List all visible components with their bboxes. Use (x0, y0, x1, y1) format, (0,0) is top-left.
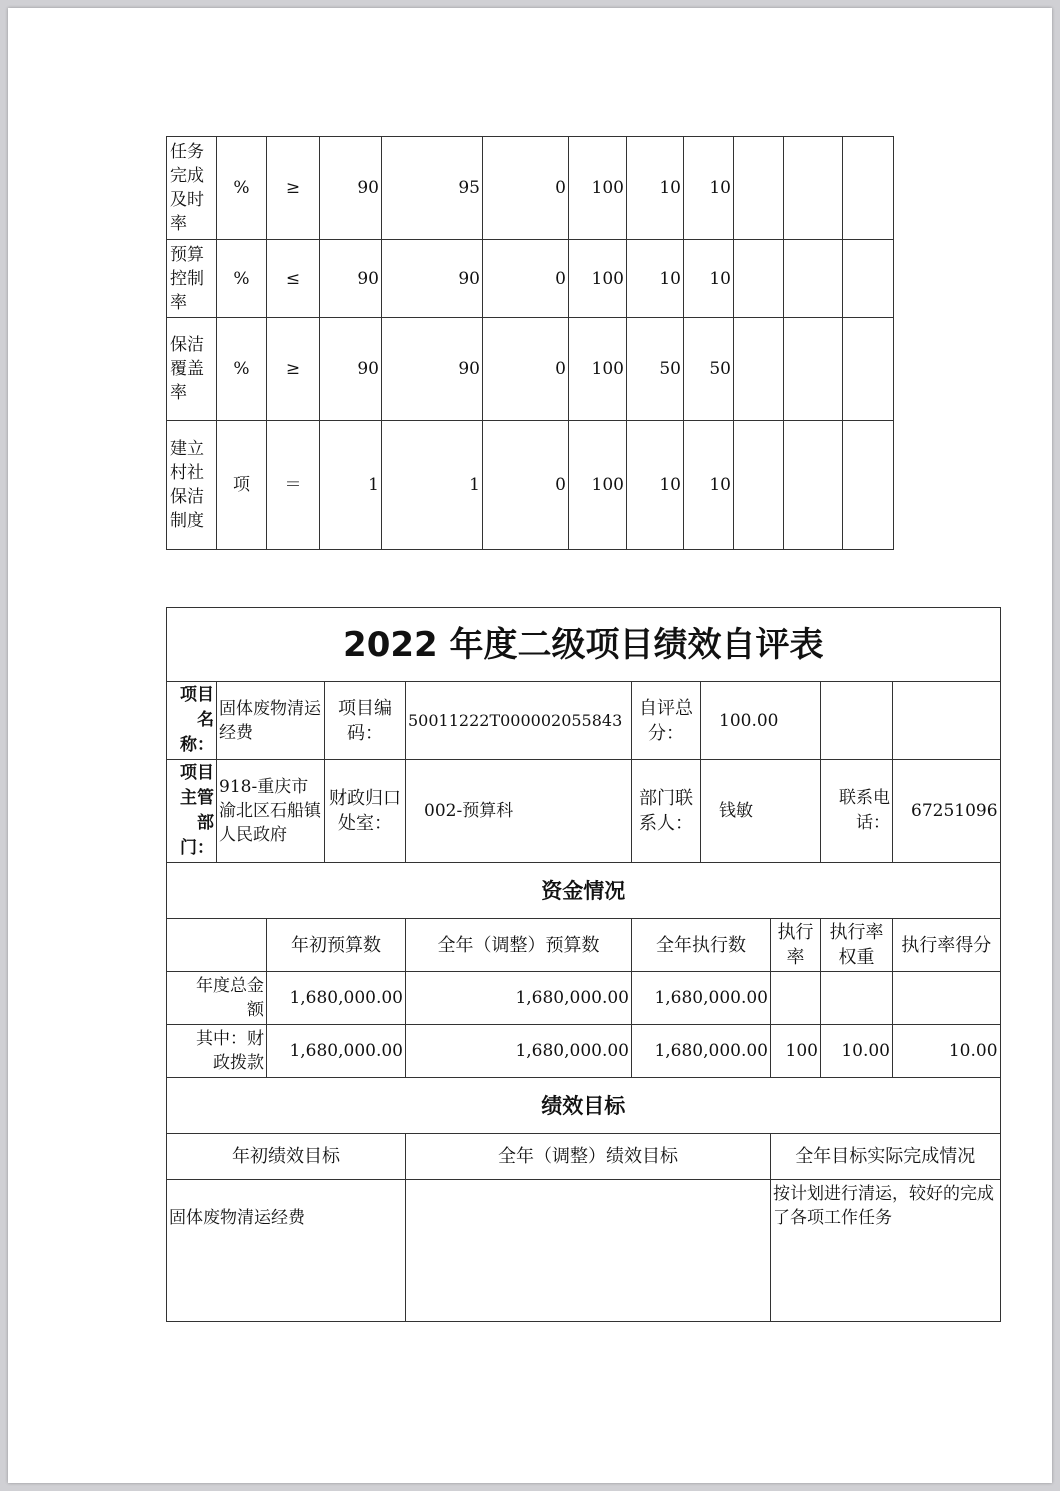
indicator-actual: 95 (382, 137, 483, 240)
funds-score (893, 972, 1001, 1025)
indicator-row (167, 421, 894, 550)
department-value: 918-重庆市渝北区石船镇人民政府 (217, 760, 325, 863)
indicator-actual: 90 (382, 240, 483, 318)
indicator-name: 预算控制率 (167, 240, 217, 318)
goals-header-initial: 年初绩效目标 (167, 1134, 406, 1180)
empty-cell (167, 919, 267, 972)
empty-cell (734, 318, 784, 421)
indicator-value-3: 0 (483, 137, 569, 240)
funds-row (167, 1025, 1001, 1078)
indicator-name: 任务完成及时率 (167, 137, 217, 240)
self-score-label: 自评总分： (632, 682, 701, 760)
funds-header-initial: 年初预算数 (267, 919, 406, 972)
empty-cell (784, 240, 843, 318)
goals-header-adjusted: 全年（调整）绩效目标 (406, 1134, 771, 1180)
indicator-row (167, 240, 894, 318)
empty-cell (843, 137, 894, 240)
empty-cell (734, 421, 784, 550)
indicator-name: 保洁覆盖率 (167, 318, 217, 421)
funds-header-executed: 全年执行数 (632, 919, 771, 972)
funds-header-weight: 执行率权重 (821, 919, 893, 972)
indicator-value-3: 0 (483, 421, 569, 550)
contact-value: 钱敏 (701, 760, 821, 863)
empty-cell (821, 682, 893, 760)
finance-office-value: 002-预算科 (406, 760, 632, 863)
funds-weight (821, 972, 893, 1025)
indicator-weight: 50 (627, 318, 684, 421)
funds-row-label: 年度总金额 (167, 972, 267, 1025)
goals-section-title: 绩效目标 (167, 1078, 1001, 1134)
indicator-value-4: 100 (569, 240, 627, 318)
indicator-actual: 90 (382, 318, 483, 421)
indicator-unit: % (217, 318, 267, 421)
indicator-weight: 10 (627, 137, 684, 240)
empty-cell (784, 137, 843, 240)
funds-initial: 1,680,000.00 (267, 1025, 406, 1078)
project-name-label: 项目名称： (167, 682, 217, 760)
goals-initial-text: 固体废物清运经费 (167, 1180, 406, 1322)
indicator-value-4: 100 (569, 421, 627, 550)
empty-cell (843, 421, 894, 550)
funds-initial: 1,680,000.00 (267, 972, 406, 1025)
project-code-value: 50011222T000002055843 (406, 682, 632, 760)
indicator-weight: 10 (627, 421, 684, 550)
self-evaluation-form (166, 607, 1001, 1322)
contact-label: 部门联系人： (632, 760, 701, 863)
indicator-score: 10 (684, 421, 734, 550)
indicator-operator: ≥ (267, 137, 320, 240)
funds-executed: 1,680,000.00 (632, 1025, 771, 1078)
indicator-unit: 项 (217, 421, 267, 550)
indicator-value-3: 0 (483, 318, 569, 421)
self-score-value: 100.00 (701, 682, 821, 760)
phone-label: 联系电话： (821, 760, 893, 863)
indicator-operator: ≥ (267, 318, 320, 421)
funds-section-title: 资金情况 (167, 863, 1001, 919)
indicator-score: 10 (684, 240, 734, 318)
goals-header-actual: 全年目标实际完成情况 (771, 1134, 1001, 1180)
indicator-unit: % (217, 240, 267, 318)
indicator-row (167, 137, 894, 240)
indicator-annual-target: 90 (320, 137, 382, 240)
funds-row (167, 972, 1001, 1025)
empty-cell (784, 421, 843, 550)
funds-executed: 1,680,000.00 (632, 972, 771, 1025)
empty-cell (734, 137, 784, 240)
indicator-name: 建立村社保洁制度 (167, 421, 217, 550)
indicator-operator: ≤ (267, 240, 320, 318)
project-code-label: 项目编码： (325, 682, 406, 760)
document-page (8, 8, 1052, 1483)
empty-cell (843, 318, 894, 421)
form-title: 2022 年度二级项目绩效自评表 (167, 608, 1001, 682)
indicator-unit: % (217, 137, 267, 240)
indicator-value-3: 0 (483, 240, 569, 318)
indicator-weight: 10 (627, 240, 684, 318)
indicator-annual-target: 90 (320, 240, 382, 318)
empty-cell (843, 240, 894, 318)
indicator-actual: 1 (382, 421, 483, 550)
indicator-operator: ＝ (267, 421, 320, 550)
indicator-table (166, 136, 894, 550)
indicator-score: 10 (684, 137, 734, 240)
indicator-annual-target: 90 (320, 318, 382, 421)
funds-row-label: 其中：财政拨款 (167, 1025, 267, 1078)
funds-rate: 100 (771, 1025, 821, 1078)
funds-header-score: 执行率得分 (893, 919, 1001, 972)
empty-cell (734, 240, 784, 318)
funds-header-rate: 执行率 (771, 919, 821, 972)
department-label: 项目主管部门： (167, 760, 217, 863)
funds-adjusted: 1,680,000.00 (406, 972, 632, 1025)
project-name-value: 固体废物清运经费 (217, 682, 325, 760)
goals-adjusted-text (406, 1180, 771, 1322)
funds-rate (771, 972, 821, 1025)
indicator-row (167, 318, 894, 421)
phone-value: 67251096 (893, 760, 1001, 863)
indicator-value-4: 100 (569, 318, 627, 421)
indicator-value-4: 100 (569, 137, 627, 240)
finance-office-label: 财政归口处室： (325, 760, 406, 863)
indicator-score: 50 (684, 318, 734, 421)
funds-score: 10.00 (893, 1025, 1001, 1078)
funds-adjusted: 1,680,000.00 (406, 1025, 632, 1078)
empty-cell (784, 318, 843, 421)
indicator-annual-target: 1 (320, 421, 382, 550)
funds-header-adjusted: 全年（调整）预算数 (406, 919, 632, 972)
funds-weight: 10.00 (821, 1025, 893, 1078)
goals-actual-text: 按计划进行清运，较好的完成了各项工作任务 (771, 1180, 1001, 1322)
empty-cell (893, 682, 1001, 760)
